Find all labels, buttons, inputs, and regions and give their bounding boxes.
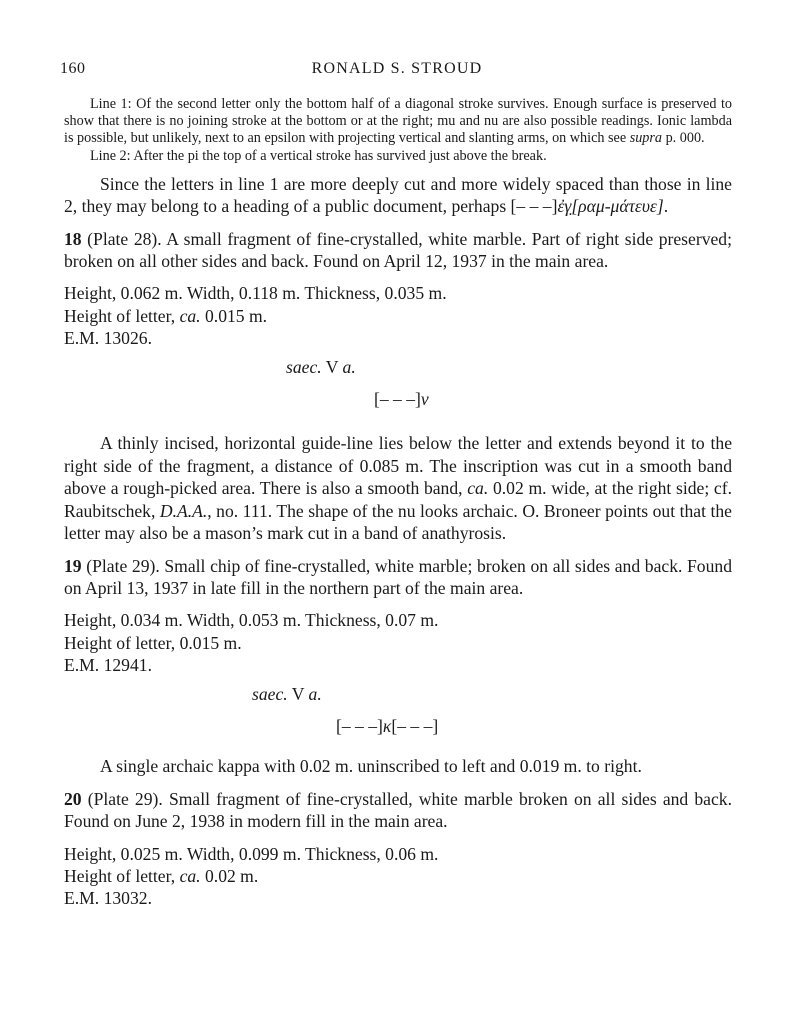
greek-text: ἐγ̣[ραμ-μάτευε] bbox=[557, 196, 664, 217]
entry-19-letter-height: Height of letter, 0.015 m. bbox=[64, 632, 242, 653]
daa-citation: D.A.A. bbox=[159, 500, 208, 521]
paragraph-heading-discussion bbox=[64, 173, 732, 218]
ca-abbrev: ca. bbox=[467, 478, 489, 499]
letter-height-text: Height of letter, bbox=[64, 865, 180, 886]
letter-height-text: Height of letter, bbox=[64, 305, 180, 326]
paragraph-text: Since the letters in line 1 are more deeply cut and more widely spaced than those in line 2, they may belong to a heading of a public document, perhaps [– – –] bbox=[64, 173, 732, 217]
entry-20-em: E.M. 13032. bbox=[64, 888, 152, 909]
entry-description-text: (Plate 28). A small fragment of fine-crystalled, white marble. Part of right side preserved; broken on all other sides and back. Found on April 12, 1937 in the main area. bbox=[64, 228, 732, 272]
entry-18-em: E.M. 13026. bbox=[64, 328, 152, 349]
entry-18-text bbox=[64, 388, 732, 410]
entry-19-commentary: A single archaic kappa with 0.02 m. uninscribed to left and 0.019 m. to right. bbox=[100, 756, 642, 777]
greek-letter: κ bbox=[382, 715, 392, 736]
entry-18-date bbox=[64, 356, 732, 378]
commentary-text: A thinly incised, horizontal guide-line lies below the letter and extends beyond it to the right side of the fragment, a distance of 0.085 m. The inscription was cut in a smooth band above a rough-picked area. There is also a smooth band, bbox=[64, 433, 732, 499]
entry-18-letter-height bbox=[64, 305, 732, 327]
ca-abbrev: ca. bbox=[179, 865, 201, 886]
note-label: Line 2 bbox=[90, 147, 127, 164]
commentary-text: 0.02 m. wide, at the right side; cf. Raubitschek, bbox=[64, 478, 732, 521]
entry-number: 19 bbox=[64, 555, 82, 576]
entry-19-date bbox=[64, 683, 732, 705]
date-saec: saec. bbox=[252, 683, 288, 704]
paragraph-text: . bbox=[663, 196, 669, 217]
page-number: 160 bbox=[60, 60, 86, 77]
date-a: a. bbox=[308, 683, 322, 704]
text-brackets: [– – –] bbox=[391, 715, 439, 736]
text-brackets: [– – –] bbox=[336, 715, 383, 736]
text-brackets: [– – –] bbox=[374, 389, 421, 410]
date-text: V bbox=[287, 683, 309, 704]
entry-20-letter-height bbox=[64, 865, 732, 887]
note-line-1 bbox=[64, 96, 732, 148]
entry-number: 18 bbox=[64, 228, 82, 249]
greek-letter: ν bbox=[420, 389, 429, 410]
page-body bbox=[64, 96, 732, 910]
note-line-2 bbox=[64, 148, 732, 165]
date-text: V bbox=[321, 356, 343, 377]
entry-description-text: (Plate 29). Small chip of fine-crystalled, white marble; broken on all sides and back. Found on April 13, 1937 in late fill in the northern part of the main area. bbox=[64, 555, 732, 598]
running-head: RONALD S. STROUD bbox=[311, 60, 483, 77]
note-text: p. 000. bbox=[662, 130, 705, 147]
date-saec: saec. bbox=[286, 356, 322, 377]
note-text: : Of the second letter only the bottom half of a diagonal stroke survives. Enough surface is preserved to show that there is no joining stroke at the bottom or at the right; mu and nu are also possible readings. Ionic lambda is possible, but unlikely, next to an epsilon with projecting vertical and slanting arms, on which see bbox=[64, 96, 732, 147]
ca-abbrev: ca. bbox=[179, 305, 201, 326]
entry-20-description bbox=[64, 788, 732, 833]
entry-18-commentary bbox=[64, 432, 732, 544]
commentary-text: , no. 111. The shape of the nu looks archaic. O. Broneer points out that the letter may also be a mason’s mark cut in a band of anathyrosis. bbox=[64, 500, 732, 544]
entry-18-measurements: Height, 0.062 m. Width, 0.118 m. Thickness, 0.035 m. bbox=[64, 283, 447, 304]
note-label: Line 1 bbox=[90, 96, 128, 112]
letter-height-text: 0.02 m. bbox=[200, 865, 259, 886]
entry-18-description bbox=[64, 228, 732, 273]
entry-19-measurements: Height, 0.034 m. Width, 0.053 m. Thickness, 0.07 m. bbox=[64, 610, 439, 631]
entry-description-text: (Plate 29). Small fragment of fine-crystalled, white marble broken on all sides and back. Found on June 2, 1938 in modern fill in the main area. bbox=[64, 788, 732, 832]
entry-19-description bbox=[64, 555, 732, 600]
entry-19-text bbox=[64, 715, 732, 737]
entry-19-em: E.M. 12941. bbox=[64, 655, 152, 676]
date-a: a. bbox=[342, 356, 356, 377]
note-text: : After the pi the top of a vertical stroke has survived just above the break. bbox=[126, 147, 547, 164]
entry-number: 20 bbox=[64, 788, 82, 809]
page-header bbox=[60, 60, 734, 82]
letter-height-text: 0.015 m. bbox=[200, 305, 268, 326]
note-supra: supra bbox=[629, 130, 663, 147]
entry-20-measurements: Height, 0.025 m. Width, 0.099 m. Thickness, 0.06 m. bbox=[64, 843, 439, 864]
